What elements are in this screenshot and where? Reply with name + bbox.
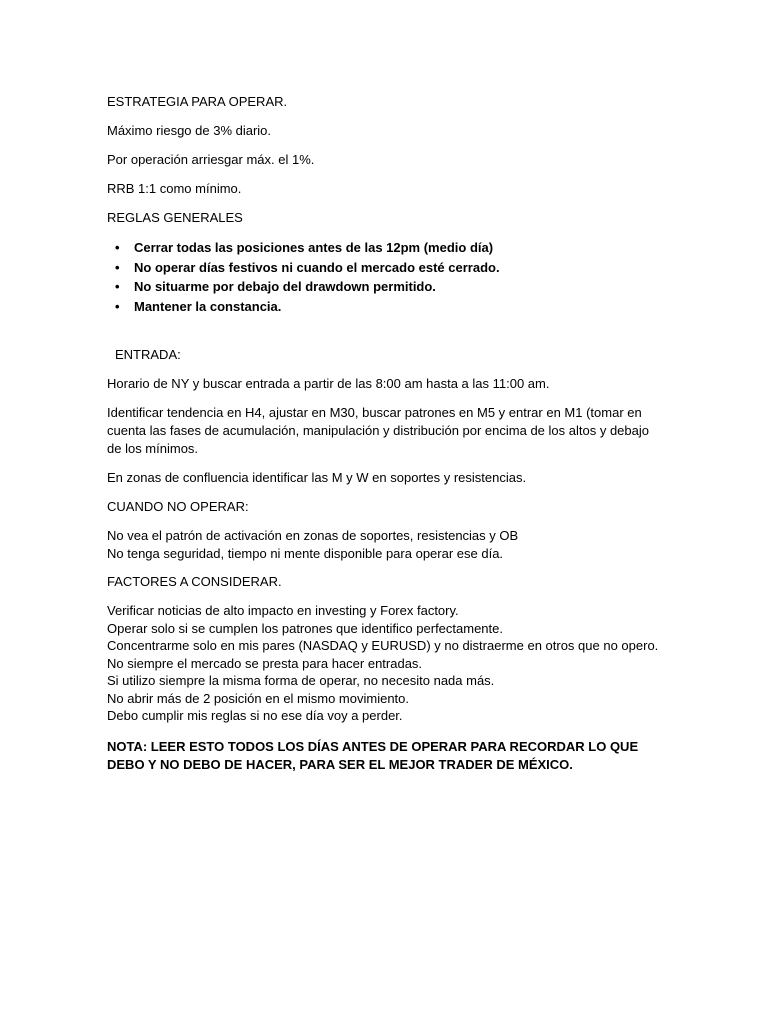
list-item: No vea el patrón de activación en zonas de soportes, resistencias y OB [107,528,519,543]
rule-text: No situarme por debajo del drawdown permitido. [134,279,436,294]
document-body [107,93,667,774]
rule-text: Mantener la constancia. [134,298,282,314]
bullet-icon: • [115,259,120,275]
list-item: Verificar noticias de alto impacto en investing y Forex factory. [107,603,459,618]
general-rules-list [107,238,667,316]
list-item [107,277,667,297]
list-item [107,258,667,278]
rule-text: No operar días festivos ni cuando el mercado esté cerrado. [134,259,500,275]
document-title: ESTRATEGIA PARA OPERAR. [107,94,288,109]
intro-line-rrb: RRB 1:1 como mínimo. [107,181,242,196]
bullet-icon: • [115,298,120,314]
list-item [107,297,667,317]
factors-heading: FACTORES A CONSIDERAR. [107,574,282,589]
bullet-icon: • [115,240,120,255]
list-item: Si utilizo siempre la misma forma de operar, no necesito nada más. [107,673,495,688]
intro-line-max-risk: Máximo riesgo de 3% diario. [107,123,272,138]
entry-paragraph-confluence: En zonas de confluencia identificar las M y W en soportes y resistencias. [107,470,527,485]
list-item: Debo cumplir mis reglas si no ese día voy a perder. [107,708,403,723]
list-item: No siempre el mercado se presta para hacer entradas. [107,655,423,671]
when-not-to-trade-lines [107,527,667,562]
bullet-icon: • [115,279,120,294]
note-paragraph: NOTA: LEER ESTO TODOS LOS DÍAS ANTES DE OPERAR PARA RECORDAR LO QUE DEBO Y NO DEBO DE HACER, PARA SER EL MEJOR TRADER DE MÉXICO. [107,738,639,772]
list-item [107,238,667,258]
entry-paragraph-schedule: Horario de NY y buscar entrada a partir de las 8:00 am hasta a las 11:00 am. [107,376,550,391]
rule-text: Cerrar todas las posiciones antes de las 12pm (medio día) [134,240,494,255]
list-item: Operar solo si se cumplen los patrones que identifico perfectamente. [107,620,503,636]
entry-heading: ENTRADA: [115,347,181,362]
factors-lines [107,602,667,725]
intro-line-risk-per-trade: Por operación arriesgar máx. el 1%. [107,152,315,167]
list-item: No abrir más de 2 posición en el mismo movimiento. [107,690,410,706]
list-item: No tenga seguridad, tiempo ni mente disponible para operar ese día. [107,545,504,561]
list-item: Concentrarme solo en mis pares (NASDAQ y EURUSD) y no distraerme en otros que no opero. [107,638,659,653]
entry-paragraph-timeframes: Identificar tendencia en H4, ajustar en M30, buscar patrones en M5 y entrar en M1 (tomar en cuenta las fases de acumulación, manipulación y distribución por encima de los altos y debajo de los mínimos. [107,405,649,456]
general-rules-heading: REGLAS GENERALES [107,210,243,225]
when-not-to-trade-heading: CUANDO NO OPERAR: [107,499,249,514]
